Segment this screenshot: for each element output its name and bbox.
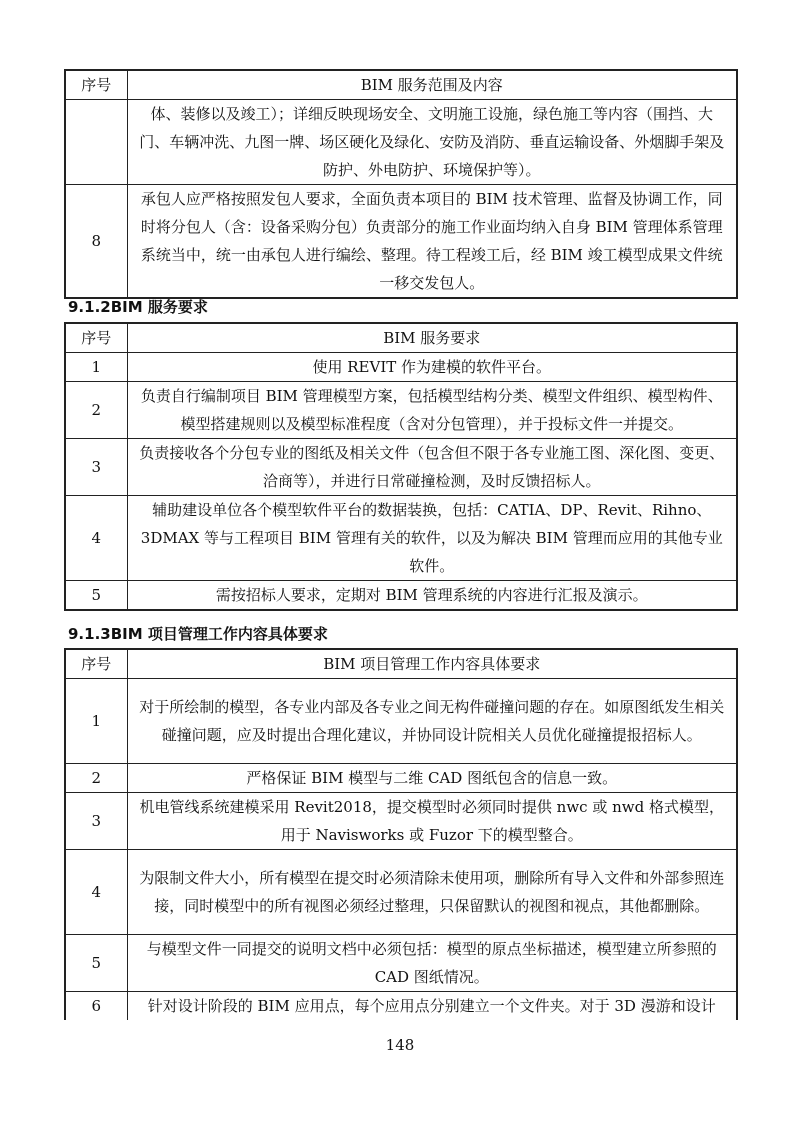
row-num: 5: [65, 581, 127, 611]
row-content: 与模型文件一同提交的说明文档中必须包括：模型的原点坐标描述，模型建立所参照的 CAD 图纸情况。: [127, 935, 737, 992]
bim-service-requirements-table: [64, 322, 738, 611]
row-num: 2: [65, 382, 127, 439]
row-content: 负责接收各个分包专业的图纸及相关文件（包含但不限于各专业施工图、深化图、变更、洽商等），并进行日常碰撞检测，及时反馈招标人。: [127, 439, 737, 496]
header-content: BIM 服务范围及内容: [127, 70, 737, 100]
section-heading-bim-project-management: 9.1.3BIM 项目管理工作内容具体要求: [68, 625, 328, 643]
row-content: 承包人应严格按照发包人要求，全面负责本项目的 BIM 技术管理、监督及协调工作，同时将分包人（含：设备采购分包）负责部分的施工作业面均纳入自身 BIM 管理体系管理系统当中，统一由承包人进行编绘、整理。待工程竣工后，经 BIM 竣工模型成果文件统一移交发包人。: [127, 185, 737, 299]
row-content: 使用 REVIT 作为建模的软件平台。: [127, 353, 737, 382]
row-num: 3: [65, 439, 127, 496]
table-row: [65, 382, 737, 439]
row-content: 严格保证 BIM 模型与二维 CAD 图纸包含的信息一致。: [127, 764, 737, 793]
table-row: [65, 185, 737, 299]
table-header-row: [65, 323, 737, 353]
row-num: 1: [65, 353, 127, 382]
table-row: [65, 992, 737, 1021]
row-content: 对于所绘制的模型，各专业内部及各专业之间无构件碰撞问题的存在。如原图纸发生相关碰撞问题，应及时提出合理化建议，并协同设计院相关人员优化碰撞提报招标人。: [127, 679, 737, 764]
table-row: [65, 353, 737, 382]
page-number: 148: [385, 1036, 415, 1054]
header-content: BIM 服务要求: [127, 323, 737, 353]
table-row: [65, 679, 737, 764]
row-num: [65, 100, 127, 185]
row-content: 为限制文件大小，所有模型在提交时必须清除未使用项，删除所有导入文件和外部参照连接，同时模型中的所有视图必须经过整理，只保留默认的视图和视点，其他都删除。: [127, 850, 737, 935]
row-num: 8: [65, 185, 127, 299]
header-num: 序号: [65, 649, 127, 679]
table-row: [65, 850, 737, 935]
row-num: 1: [65, 679, 127, 764]
row-num: 3: [65, 793, 127, 850]
row-num: 5: [65, 935, 127, 992]
table-row: [65, 439, 737, 496]
bim-project-management-table: [64, 648, 738, 1020]
table-header-row: [65, 70, 737, 100]
table-row: [65, 793, 737, 850]
header-num: 序号: [65, 323, 127, 353]
row-content: 需按招标人要求，定期对 BIM 管理系统的内容进行汇报及演示。: [127, 581, 737, 611]
row-num: 2: [65, 764, 127, 793]
bim-service-scope-table: [64, 69, 738, 299]
table-row: [65, 935, 737, 992]
row-num: 6: [65, 992, 127, 1021]
table-row: [65, 764, 737, 793]
table-row: [65, 581, 737, 611]
row-content: 体、装修以及竣工）；详细反映现场安全、文明施工设施，绿色施工等内容（围挡、大门、车辆冲洗、九图一牌、场区硬化及绿化、安防及消防、垂直运输设备、外烟脚手架及防护、外电防护、环境保护等）。: [127, 100, 737, 185]
row-content: 辅助建设单位各个模型软件平台的数据装换，包括：CATIA、DP、Revit、Rihno、3DMAX 等与工程项目 BIM 管理有关的软件，以及为解决 BIM 管理而应用的其他专业软件。: [127, 496, 737, 581]
section-heading-bim-service-requirements: 9.1.2BIM 服务要求: [68, 298, 208, 316]
header-num: 序号: [65, 70, 127, 100]
header-content: BIM 项目管理工作内容具体要求: [127, 649, 737, 679]
row-content: 针对设计阶段的 BIM 应用点，每个应用点分别建立一个文件夹。对于 3D 漫游和设计: [127, 992, 737, 1021]
row-content: 负责自行编制项目 BIM 管理模型方案，包括模型结构分类、模型文件组织、模型构件、模型搭建规则以及模型标准程度（含对分包管理），并于投标文件一并提交。: [127, 382, 737, 439]
row-content: 机电管线系统建模采用 Revit2018，提交模型时必须同时提供 nwc 或 nwd 格式模型，用于 Navisworks 或 Fuzor 下的模型整合。: [127, 793, 737, 850]
table-row: [65, 496, 737, 581]
table-row: [65, 100, 737, 185]
row-num: 4: [65, 496, 127, 581]
table-header-row: [65, 649, 737, 679]
row-num: 4: [65, 850, 127, 935]
